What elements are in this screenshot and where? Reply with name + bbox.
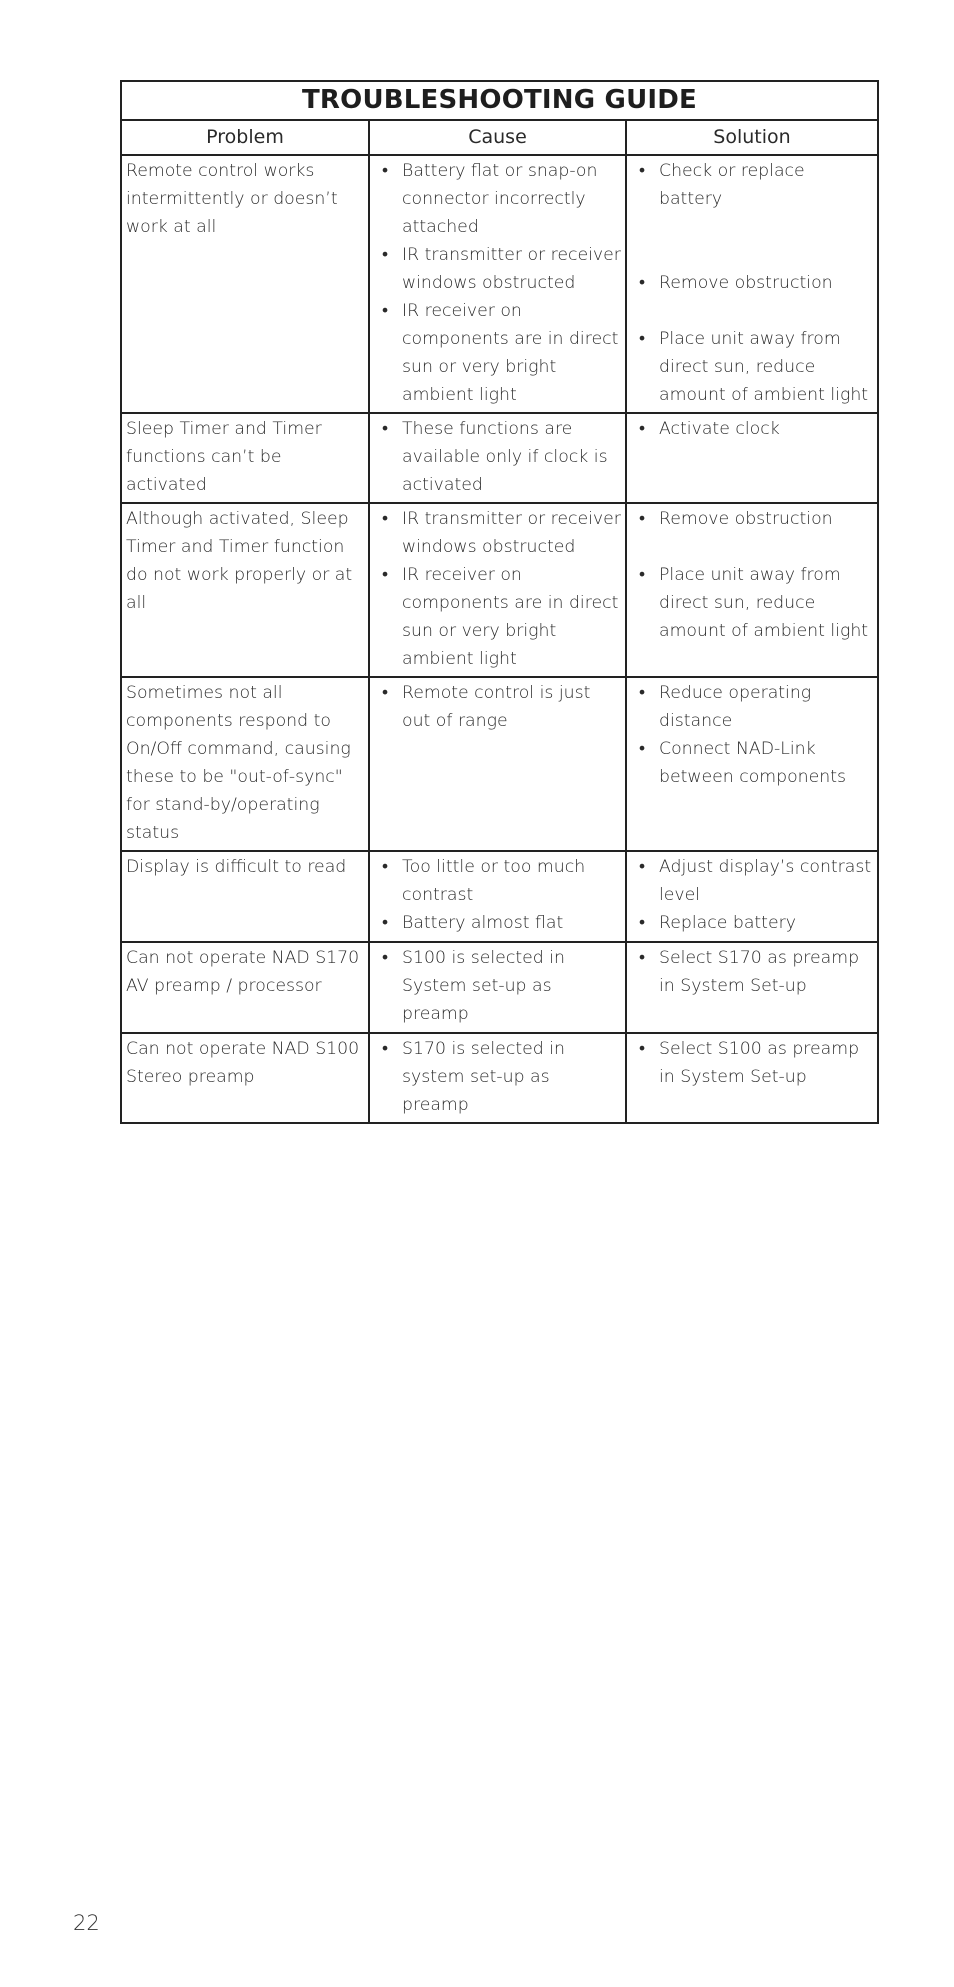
table-title: TROUBLESHOOTING GUIDE <box>121 81 878 120</box>
solution-cell <box>626 851 878 942</box>
solution-text: Select S170 as preamp in System Set-up <box>659 948 860 996</box>
solution-list <box>631 505 873 645</box>
table-row <box>121 851 878 942</box>
bullet-icon: • <box>382 161 389 181</box>
bullet-icon: • <box>639 948 646 968</box>
cause-text: IR transmitter or receiver windows obstructed <box>402 509 621 557</box>
page-content <box>120 80 877 1124</box>
list-item <box>374 1035 621 1119</box>
solution-cell <box>626 677 878 851</box>
cause-list <box>374 157 621 409</box>
bullet-icon: • <box>382 419 389 439</box>
solution-cell <box>626 155 878 413</box>
bullet-icon: • <box>639 857 646 877</box>
cause-text: Battery almost flat <box>402 913 564 933</box>
solution-cell <box>626 1033 878 1123</box>
solution-list <box>631 679 873 791</box>
cause-list <box>374 1035 621 1119</box>
cause-cell <box>369 942 626 1033</box>
bullet-icon: • <box>639 1039 646 1059</box>
list-item <box>631 909 873 937</box>
cause-text: IR transmitter or receiver windows obstructed <box>402 245 621 293</box>
bullet-icon: • <box>639 739 646 759</box>
cause-list <box>374 944 621 1028</box>
bullet-icon: • <box>382 245 389 265</box>
cause-text: S170 is selected in system set-up as preamp <box>402 1039 565 1115</box>
bullet-icon: • <box>382 948 389 968</box>
troubleshooting-table <box>120 80 879 1124</box>
list-item <box>631 325 873 409</box>
cause-text: These functions are available only if clock is activated <box>402 419 608 495</box>
list-item <box>631 944 873 1000</box>
solution-text: Adjust display’s contrast level <box>659 857 872 905</box>
problem-cell: Can not operate NAD S100 Stereo preamp <box>121 1033 369 1123</box>
cause-text: Battery flat or snap-on connector incorrectly attached <box>402 161 598 237</box>
bullet-icon: • <box>382 301 389 321</box>
cause-cell <box>369 413 626 503</box>
problem-cell: Although activated, Sleep Timer and Timer function do not work properly or at all <box>121 503 369 677</box>
problem-cell: Sometimes not all components respond to On/Off command, causing these to be "out-of-sync" for stand-by/operating status <box>121 677 369 851</box>
bullet-icon: • <box>382 683 389 703</box>
bullet-icon: • <box>382 1039 389 1059</box>
list-item <box>374 415 621 499</box>
cause-text: IR receiver on components are in direct sun or very bright ambient light <box>402 301 619 405</box>
cause-list <box>374 415 621 499</box>
solution-list <box>631 157 873 409</box>
problem-cell: Sleep Timer and Timer functions can’t be activated <box>121 413 369 503</box>
list-item <box>374 944 621 1028</box>
table-row <box>121 413 878 503</box>
cause-text: IR receiver on components are in direct sun or very bright ambient light <box>402 565 619 669</box>
solution-cell <box>626 942 878 1033</box>
cause-cell <box>369 851 626 942</box>
list-item <box>631 415 873 443</box>
problem-cell: Can not operate NAD S170 AV preamp / processor <box>121 942 369 1033</box>
cause-cell <box>369 503 626 677</box>
list-item <box>631 561 873 645</box>
solution-cell <box>626 413 878 503</box>
solution-text: Remove obstruction <box>659 273 833 293</box>
bullet-icon: • <box>382 565 389 585</box>
bullet-icon: • <box>639 509 646 529</box>
column-header-problem: Problem <box>121 120 369 155</box>
list-item <box>374 297 621 409</box>
title-row <box>121 81 878 120</box>
table-row <box>121 155 878 413</box>
bullet-icon: • <box>639 419 646 439</box>
solution-cell <box>626 503 878 677</box>
column-header-solution: Solution <box>626 120 878 155</box>
table-row <box>121 503 878 677</box>
list-item <box>631 269 873 297</box>
solution-list <box>631 944 873 1000</box>
cause-list <box>374 853 621 937</box>
list-item <box>631 735 873 791</box>
column-header-cause: Cause <box>369 120 626 155</box>
list-item <box>631 157 873 213</box>
bullet-icon: • <box>382 509 389 529</box>
problem-cell: Display is difficult to read <box>121 851 369 942</box>
cause-text: S100 is selected in System set-up as preamp <box>402 948 565 1024</box>
bullet-icon: • <box>382 857 389 877</box>
solution-list <box>631 415 873 443</box>
solution-text: Place unit away from direct sun, reduce amount of ambient light <box>659 329 869 405</box>
cause-text: Remote control is just out of range <box>402 683 591 731</box>
list-item <box>374 157 621 241</box>
solution-text: Activate clock <box>659 419 780 439</box>
list-item <box>631 853 873 909</box>
cause-list <box>374 505 621 673</box>
header-row <box>121 120 878 155</box>
list-item <box>374 561 621 673</box>
solution-text: Replace battery <box>659 913 796 933</box>
list-item <box>374 853 621 909</box>
list-item <box>631 679 873 735</box>
bullet-icon: • <box>639 329 646 349</box>
solution-text: Check or replace battery <box>659 161 805 209</box>
cause-cell <box>369 155 626 413</box>
page-number: 22 <box>73 1911 100 1935</box>
solution-list <box>631 1035 873 1091</box>
cause-cell <box>369 1033 626 1123</box>
table-row <box>121 677 878 851</box>
bullet-icon: • <box>639 913 646 933</box>
list-item <box>374 679 621 735</box>
solution-list <box>631 853 873 937</box>
list-item <box>374 909 621 937</box>
list-item <box>631 505 873 533</box>
solution-text: Remove obstruction <box>659 509 833 529</box>
cause-text: Too little or too much contrast <box>402 857 586 905</box>
cause-list <box>374 679 621 735</box>
list-item <box>374 505 621 561</box>
bullet-icon: • <box>639 683 646 703</box>
solution-text: Reduce operating distance <box>659 683 812 731</box>
bullet-icon: • <box>639 565 646 585</box>
table-row <box>121 942 878 1033</box>
list-item <box>631 1035 873 1091</box>
solution-text: Select S100 as preamp in System Set-up <box>659 1039 860 1087</box>
list-item <box>374 241 621 297</box>
problem-cell: Remote control works intermittently or doesn’t work at all <box>121 155 369 413</box>
bullet-icon: • <box>639 161 646 181</box>
table-row <box>121 1033 878 1123</box>
cause-cell <box>369 677 626 851</box>
bullet-icon: • <box>382 913 389 933</box>
solution-text: Place unit away from direct sun, reduce amount of ambient light <box>659 565 869 641</box>
bullet-icon: • <box>639 273 646 293</box>
solution-text: Connect NAD-Link between components <box>659 739 846 787</box>
